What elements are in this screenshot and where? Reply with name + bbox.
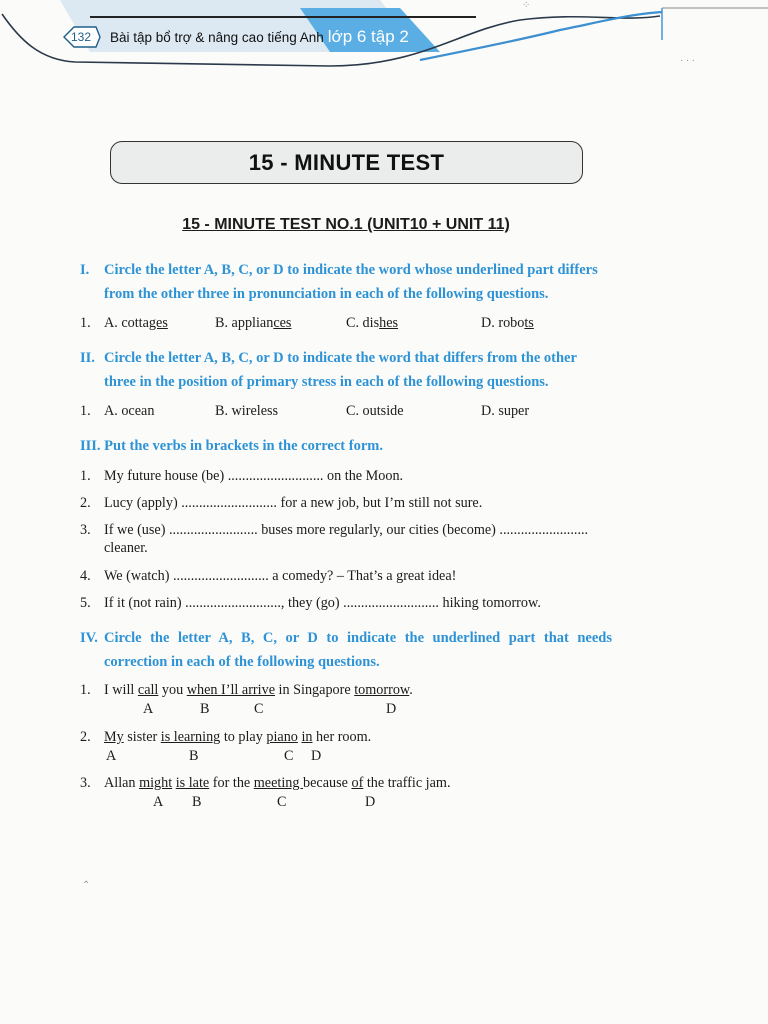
option-c: C. outside [346,403,404,419]
option-text: A. cotta [104,315,149,331]
question-text: Allan [104,775,140,791]
question-text: My future house (be) ........................... on the Moon. [104,468,404,484]
option-c [346,315,398,332]
underlined-part: ts [524,315,534,331]
question-text: the traffic jam. [363,775,451,791]
letter-a: A [106,748,117,764]
section-1-question-1 [80,315,104,332]
underlined-part: ges [148,315,168,331]
underlined-part-b: when I’ll arrive [186,682,275,698]
section-3-item [80,595,541,612]
question-text: If we (use) ......................... buses more regularly, our cities (become) ......................... [104,522,589,538]
underlined-part-a: call [137,682,159,698]
underlined-part-a: My [104,729,124,745]
section-1-line-1: Circle the letter A, B, C, or D to indicate the word whose underlined part differs [104,262,598,278]
option-d: D. super [481,403,530,419]
section-2-line-2: three in the position of primary stress in each of the following questions. [104,374,549,390]
book-title [110,27,409,47]
letter-b: B [189,748,199,764]
question-text: her room. [312,729,372,745]
section-3-heading: III. Put the verbs in brackets in the correct form. [80,438,383,454]
letter-a: A [143,701,154,717]
underlined-part-d: of [351,775,364,791]
section-4-question-1 [80,682,413,699]
letter-d: D [386,701,397,717]
scan-speck: ⁘ [522,0,531,11]
scan-speck: · · · [680,56,695,67]
section-4-question-3 [80,775,451,792]
test-title: 15 - MINUTE TEST [248,150,445,175]
question-text: you [158,682,187,698]
underlined-part-c: meeting [253,775,304,791]
section-4-line-1: Circle the letter A, B, C, or D to indicate the underlined part that needs [104,630,612,646]
test-title-box [110,141,583,184]
letter-d: D [365,794,376,810]
section-2-line-1: Circle the letter A, B, C, or D to indicate the word that differs from the other [104,350,577,366]
question-number: 1. [80,682,91,698]
section-2-numeral: II. [80,350,95,366]
question-text: in Singapore [275,682,355,698]
underlined-part-d: in [301,729,313,745]
letter-c: C [254,701,264,717]
section-4-line-2: correction in each of the following questions. [104,654,380,670]
section-1-numeral: I. [80,262,90,278]
underlined-part: hes [379,315,399,331]
question-text: . [409,682,413,698]
underlined-part-b: is learning [160,729,221,745]
question-number: 3. [80,522,91,538]
question-text: sister [123,729,161,745]
underlined-part: ces [273,315,292,331]
option-text: B. applian [215,315,274,331]
section-3-item [80,522,588,539]
section-3-item [80,468,403,485]
letter-a: A [153,794,164,810]
test-subtitle [0,216,692,234]
underlined-part-d: tomorrow [354,682,410,698]
question-number: 1. [80,315,91,331]
question-text: to play [220,729,267,745]
letter-b: B [200,701,210,717]
question-text: because [303,775,352,791]
section-1-instruction [80,258,620,306]
section-3-item-continuation: cleaner. [104,540,148,556]
letter-c: C [277,794,287,810]
question-text: If it (not rain) ..........................., they (go) ........................... hiking tomorrow. [104,595,541,611]
question-number: 1. [80,468,91,484]
question-text: I will [104,682,138,698]
question-number: 2. [80,495,91,511]
question-text: for the [209,775,254,791]
underlined-part-a: might [139,775,173,791]
option-b [215,315,291,332]
option-d [481,315,534,332]
question-number: 2. [80,729,91,745]
section-2-question-1 [80,403,104,420]
option-a [104,315,168,332]
letter-d: D [311,748,322,764]
question-number: 3. [80,775,91,791]
underlined-part-c: piano [266,729,298,745]
section-2-instruction [80,346,620,394]
option-a: A. ocean [104,403,155,419]
option-b: B. wireless [215,403,279,419]
scan-speck: ⌃ [82,880,91,891]
underlined-part-b: is late [175,775,210,791]
test-subtitle-text: 15 - MINUTE TEST NO.1 (UNIT10 + UNIT 11) [182,216,510,233]
letter-b: B [192,794,202,810]
section-3-item [80,495,482,512]
option-text: C. dis [346,315,380,331]
section-4-instruction [80,626,612,674]
section-1-line-2: from the other three in pronunciation in each of the following questions. [104,286,549,302]
section-4-numeral: IV. [80,630,98,646]
book-title-text: Bài tập bổ trợ & nâng cao tiếng Anh [110,30,324,45]
question-text: Lucy (apply) ........................... for a new job, but I’m still not sure. [104,495,483,511]
section-4-question-2 [80,729,371,746]
option-text: D. robo [481,315,525,331]
question-number: 1. [80,403,91,419]
question-text: We (watch) ........................... a comedy? – That’s a great idea! [104,568,457,584]
section-3-item [80,568,456,585]
question-number: 5. [80,595,91,611]
question-number: 4. [80,568,91,584]
page-number: 132 [70,30,92,44]
book-grade: lớp 6 tập 2 [327,27,409,46]
letter-c: C [284,748,294,764]
